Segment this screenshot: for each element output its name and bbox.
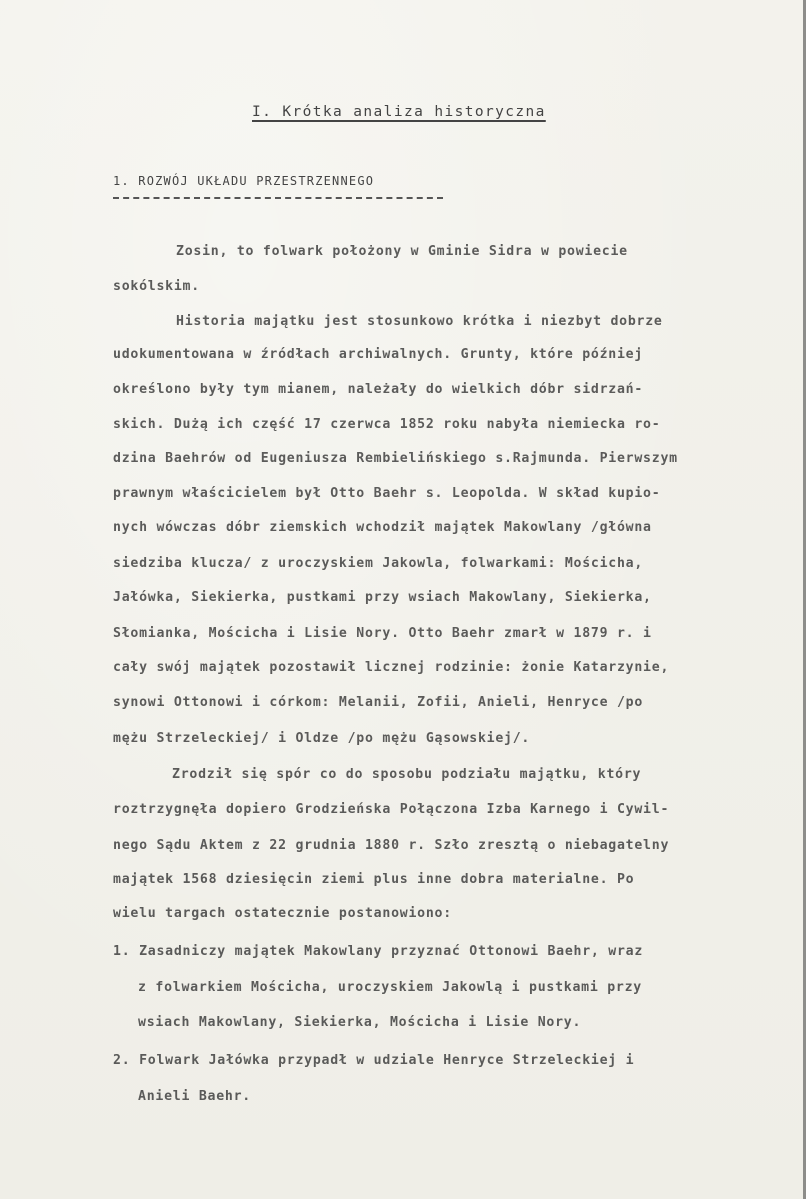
- text-line: dzina Baehrów od Eugeniusza Rembielińskiego s.Rajmunda. Pierwszym: [113, 451, 678, 466]
- text-line: z folwarkiem Mościcha, uroczyskiem Jakowlą i pustkami przy: [138, 980, 642, 995]
- document-title: I. Krótka analiza historyczna: [252, 104, 546, 120]
- text-line: cały swój majątek pozostawił licznej rodzinie: żonie Katarzynie,: [113, 660, 670, 675]
- section-heading: 1. ROZWÓJ UKŁADU PRZESTRZENNEGO: [113, 174, 375, 188]
- text-line: mężu Strzeleckiej/ i Oldze /po mężu Gąsowskiej/.: [113, 731, 531, 746]
- text-line: majątek 1568 dziesięcin ziemi plus inne dobra materialne. Po: [113, 872, 635, 887]
- text-line: siedziba klucza/ z uroczyskiem Jakowla, folwarkami: Mościcha,: [113, 556, 644, 571]
- text-line: Zrodził się spór co do sposobu podziału majątku, który: [172, 767, 642, 782]
- text-line: Zosin, to folwark położony w Gminie Sidra w powiecie: [176, 244, 628, 259]
- text-line: synowi Ottonowi i córkom: Melanii, Zofii, Anieli, Henryce /po: [113, 695, 644, 710]
- list-item-1: 1. Zasadniczy majątek Makowlany przyznać Ottonowi Baehr, wraz: [113, 944, 644, 959]
- text-line: wielu targach ostatecznie postanowiono:: [113, 906, 452, 921]
- list-item-2: 2. Folwark Jałówka przypadł w udziale Henryce Strzeleckiej i: [113, 1053, 635, 1068]
- text-line: określono były tym mianem, należały do wielkich dóbr sidrzań-: [113, 382, 644, 397]
- text-line: wsiach Makowlany, Siekierka, Mościcha i Lisie Nory.: [138, 1015, 582, 1030]
- section-heading-underline: [113, 197, 443, 199]
- text-line: Słomianka, Mościcha i Lisie Nory. Otto Baehr zmarł w 1879 r. i: [113, 626, 652, 641]
- text-line: sokólskim.: [113, 279, 200, 294]
- text-line: Anieli Baehr.: [138, 1089, 251, 1104]
- text-line: skich. Dużą ich część 17 czerwca 1852 roku nabyła niemiecka ro-: [113, 417, 661, 432]
- text-line: Jałówka, Siekierka, pustkami przy wsiach Makowlany, Siekierka,: [113, 590, 652, 605]
- text-line: prawnym właścicielem był Otto Baehr s. Leopolda. W skład kupio-: [113, 486, 661, 501]
- text-line: udokumentowana w źródłach archiwalnych. Grunty, które później: [113, 347, 644, 362]
- text-line: roztrzygnęła dopiero Grodzieńska Połączona Izba Karnego i Cywil-: [113, 802, 670, 817]
- text-line: nych wówczas dóbr ziemskich wchodził majątek Makowlany /główna: [113, 520, 652, 535]
- text-line: Historia majątku jest stosunkowo krótka i niezbyt dobrze: [176, 314, 663, 329]
- text-line: nego Sądu Aktem z 22 grudnia 1880 r. Szło zresztą o niebagatelny: [113, 838, 670, 853]
